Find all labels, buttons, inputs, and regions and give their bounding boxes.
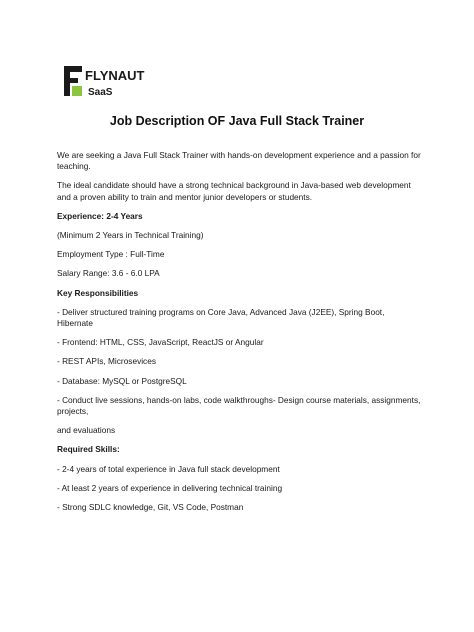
responsibility-item: - REST APIs, Microsevices: [57, 356, 156, 367]
svg-text:FLYNAUT: FLYNAUT: [85, 68, 145, 83]
skill-item: - At least 2 years of experience in delivering technical training: [57, 482, 283, 493]
skills-heading: Required Skills:: [57, 444, 120, 455]
intro-paragraph-2: The ideal candidate should have a strong technical background in Java-based web development and a proven ability to train and mentor junior developers or students.: [57, 180, 411, 202]
responsibility-item: - Deliver structured training programs on Core Java, Advanced Java (J2EE), Spring Boot, Hibernate: [57, 306, 385, 329]
salary-range: Salary Range: 3.6 - 6.0 LPA: [57, 268, 160, 279]
company-logo: [64, 64, 172, 100]
experience-note: (Minimum 2 Years in Technical Training): [57, 230, 204, 241]
document-body: [57, 150, 422, 521]
employment-type: Employment Type : Full-Time: [57, 249, 165, 260]
responsibilities-heading: Key Responsibilities: [57, 287, 139, 298]
page-title: Job Description OF Java Full Stack Trainer: [109, 114, 365, 128]
responsibility-item: - Database: MySQL or PostgreSQL: [57, 375, 187, 386]
skill-item: - Strong SDLC knowledge, Git, VS Code, Postman: [57, 502, 244, 513]
skill-item: - 2-4 years of total experience in Java full stack development: [57, 463, 280, 474]
responsibility-item: and evaluations: [57, 425, 116, 436]
responsibility-item: - Conduct live sessions, hands-on labs, code walkthroughs- Design course materials, assignments, projects,: [57, 394, 421, 417]
svg-text:SaaS: SaaS: [88, 87, 113, 98]
flynaut-logo-icon: [64, 64, 172, 100]
responsibility-item: - Frontend: HTML, CSS, JavaScript, ReactJS or Angular: [57, 337, 264, 348]
experience-label: Experience: 2-4 Years: [57, 210, 143, 221]
intro-paragraph-1: We are seeking a Java Full Stack Trainer with hands-on development experience and a passion for teaching.: [57, 150, 421, 172]
